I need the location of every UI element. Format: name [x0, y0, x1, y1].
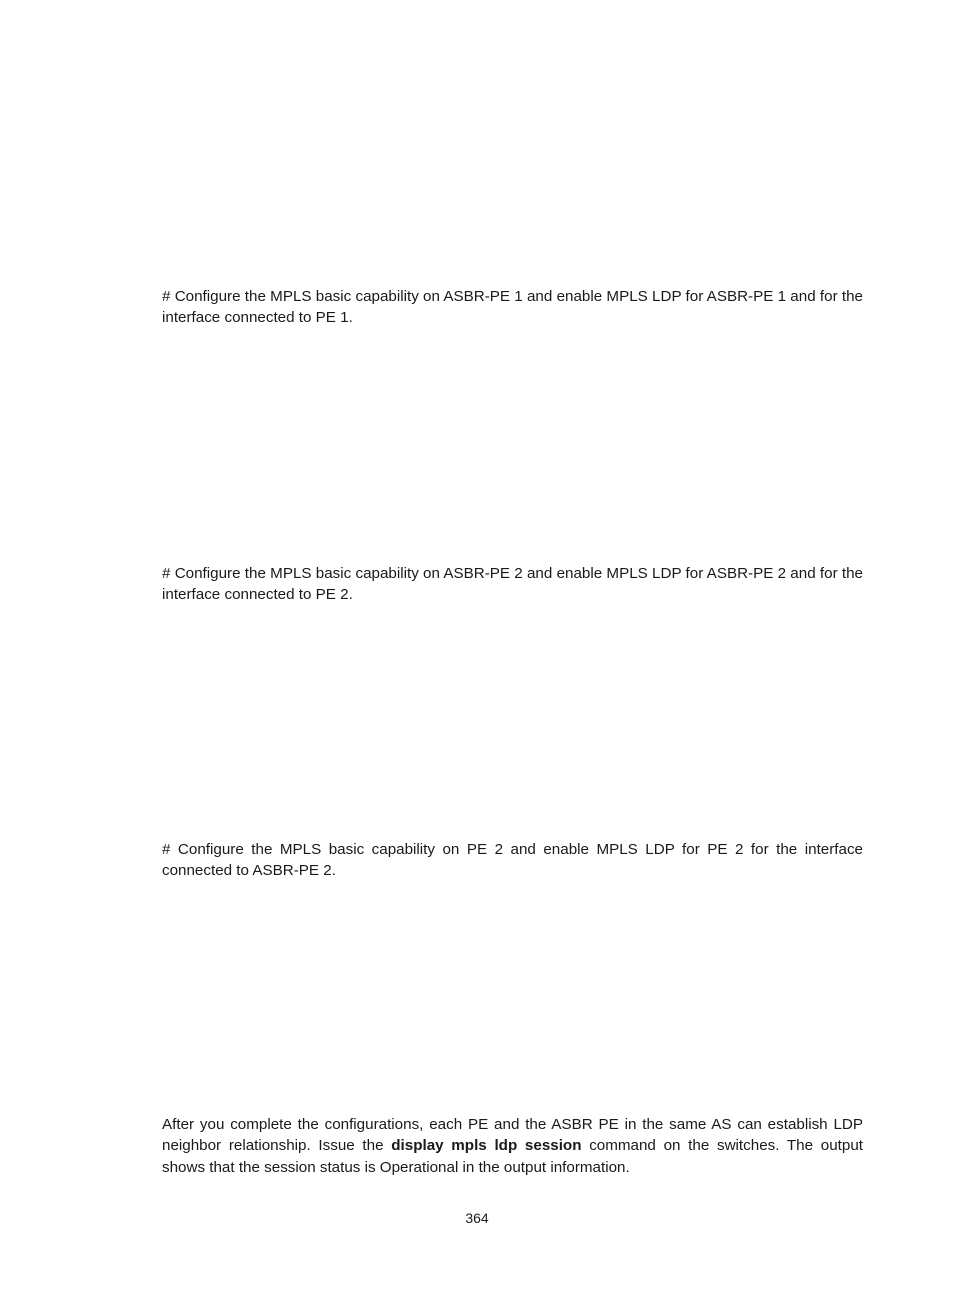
- instruction-paragraph-asbr-pe1: # Configure the MPLS basic capability on ASBR-PE 1 and enable MPLS LDP for ASBR-PE 1 and for the interface connected to PE 1.: [162, 288, 863, 327]
- command-name: display mpls ldp session: [391, 1137, 582, 1155]
- page-number: 364: [465, 1210, 489, 1226]
- verification-text-after: command on the switches. The output shows that the session status is Operational in the output information.: [162, 1137, 863, 1176]
- verification-text-before: After you complete the configurations, each PE and the ASBR PE in the same AS can establish LDP neighbor relationship. Issue the: [162, 1116, 863, 1155]
- verification-paragraph: [162, 1114, 863, 1178]
- instruction-paragraph-asbr-pe2: # Configure the MPLS basic capability on ASBR-PE 2 and enable MPLS LDP for ASBR-PE 2 and for the interface connected to PE 2.: [162, 565, 863, 604]
- instruction-paragraph-pe2: # Configure the MPLS basic capability on PE 2 and enable MPLS LDP for PE 2 for the interface connected to ASBR-PE 2.: [162, 841, 863, 880]
